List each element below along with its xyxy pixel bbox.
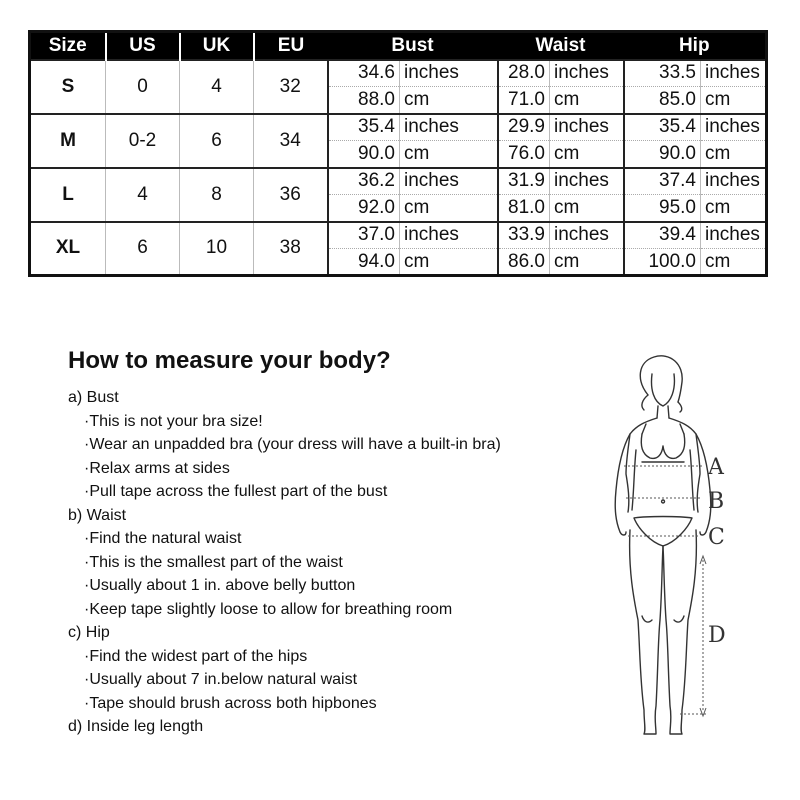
hip-cm-unit: cm <box>701 249 767 276</box>
header-uk: UK <box>180 32 254 60</box>
hip-cm-value: 95.0 <box>624 195 701 222</box>
waist-cm-unit: cm <box>550 195 624 222</box>
label-d: D <box>708 623 726 648</box>
waist-cm-value: 86.0 <box>498 249 550 276</box>
eu-size-cell: 34 <box>254 114 328 168</box>
hip-inches-value: 37.4 <box>624 168 701 195</box>
face-outline <box>651 374 674 406</box>
table-header-row <box>30 32 767 60</box>
instruction-bullet: ·Usually about 7 in.below natural waist <box>84 671 358 688</box>
instruction-bullet: ·Pull tape across the fullest part of the bust <box>84 483 388 500</box>
waist-inches-value: 33.9 <box>498 222 550 249</box>
hip-inches-unit: inches <box>701 60 767 87</box>
eu-size-cell: 32 <box>254 60 328 114</box>
bust-cm-value: 90.0 <box>328 141 400 168</box>
bra-outline <box>641 434 684 458</box>
uk-size-cell: 10 <box>180 222 254 276</box>
instruction-bullet: ·Find the widest part of the hips <box>84 647 308 665</box>
waist-inches-unit: inches <box>550 60 624 87</box>
bust-cm-unit: cm <box>400 195 498 222</box>
hip-inches-value: 33.5 <box>624 60 701 87</box>
instruction-bullet: ·Relax arms at sides <box>84 459 230 477</box>
waist-cm-unit: cm <box>550 87 624 114</box>
instruction-bullet: ·This is the smallest part of the waist <box>84 553 343 571</box>
measure-title: How to measure your body? <box>68 347 391 374</box>
size-chart-table <box>28 30 768 277</box>
instruction-bullet: ·This is not your bra size! <box>84 412 263 430</box>
hip-inches-unit: inches <box>701 222 767 249</box>
table-row <box>30 60 767 87</box>
waist-cm-value: 81.0 <box>498 195 550 222</box>
header-hip: Hip <box>624 32 767 60</box>
size-table-body <box>30 60 767 276</box>
bust-inches-unit: inches <box>400 168 498 195</box>
header-eu: EU <box>254 32 328 60</box>
header-bust: Bust <box>328 32 498 60</box>
table-row <box>30 114 767 141</box>
instruction-bullet: ·Tape should brush across both hipbones <box>84 694 377 712</box>
hip-cm-value: 90.0 <box>624 141 701 168</box>
bust-inches-unit: inches <box>400 222 498 249</box>
left-leg-outline <box>630 530 663 734</box>
size-cell: M <box>30 114 106 168</box>
hip-inches-unit: inches <box>701 168 767 195</box>
hip-inches-value: 39.4 <box>624 222 701 249</box>
waist-cm-unit: cm <box>550 249 624 276</box>
waist-inches-value: 31.9 <box>498 168 550 195</box>
table-row <box>30 168 767 195</box>
waist-inches-value: 28.0 <box>498 60 550 87</box>
bust-inches-value: 36.2 <box>328 168 400 195</box>
waist-cm-unit: cm <box>550 141 624 168</box>
hip-inches-unit: inches <box>701 114 767 141</box>
bust-inches-unit: inches <box>400 114 498 141</box>
instruction-heading: a) Bust <box>68 389 119 406</box>
bust-cm-unit: cm <box>400 87 498 114</box>
waist-inches-unit: inches <box>550 222 624 249</box>
us-size-cell: 6 <box>106 222 180 276</box>
bust-cm-unit: cm <box>400 249 498 276</box>
instruction-heading: d) Inside leg length <box>68 718 204 735</box>
hip-inches-value: 35.4 <box>624 114 701 141</box>
instruction-bullet: ·Wear an unpadded bra (your dress will have a built-in bra) <box>84 436 501 453</box>
label-a: A <box>708 455 724 480</box>
bust-inches-unit: inches <box>400 60 498 87</box>
eu-size-cell: 36 <box>254 168 328 222</box>
hip-cm-unit: cm <box>701 87 767 114</box>
measure-instructions <box>68 386 501 739</box>
hip-cm-value: 85.0 <box>624 87 701 114</box>
bust-cm-value: 88.0 <box>328 87 400 114</box>
instruction-heading: b) Waist <box>68 506 127 524</box>
body-measurement-figure <box>590 350 740 745</box>
underwear-outline <box>634 517 692 547</box>
size-cell: XL <box>30 222 106 276</box>
waist-inches-value: 29.9 <box>498 114 550 141</box>
table-row <box>30 222 767 249</box>
bust-inches-value: 34.6 <box>328 60 400 87</box>
size-cell: L <box>30 168 106 222</box>
uk-size-cell: 6 <box>180 114 254 168</box>
bust-cm-unit: cm <box>400 141 498 168</box>
label-c: C <box>708 525 725 550</box>
bust-inches-value: 37.0 <box>328 222 400 249</box>
hip-cm-value: 100.0 <box>624 249 701 276</box>
us-size-cell: 0-2 <box>106 114 180 168</box>
instruction-bullet: ·Usually about 1 in. above belly button <box>84 577 356 594</box>
bust-inches-value: 35.4 <box>328 114 400 141</box>
eu-size-cell: 38 <box>254 222 328 276</box>
hair-outline <box>640 356 682 402</box>
hip-cm-unit: cm <box>701 195 767 222</box>
us-size-cell: 4 <box>106 168 180 222</box>
uk-size-cell: 8 <box>180 168 254 222</box>
bust-cm-value: 92.0 <box>328 195 400 222</box>
header-waist: Waist <box>498 32 624 60</box>
us-size-cell: 0 <box>106 60 180 114</box>
waist-cm-value: 76.0 <box>498 141 550 168</box>
header-us: US <box>106 32 180 60</box>
size-cell: S <box>30 60 106 114</box>
header-size: Size <box>30 32 106 60</box>
right-leg-outline <box>663 530 696 734</box>
waist-inches-unit: inches <box>550 168 624 195</box>
waist-cm-value: 71.0 <box>498 87 550 114</box>
uk-size-cell: 4 <box>180 60 254 114</box>
instruction-heading: c) Hip <box>68 624 110 641</box>
hip-cm-unit: cm <box>701 141 767 168</box>
waist-inches-unit: inches <box>550 114 624 141</box>
bust-cm-value: 94.0 <box>328 249 400 276</box>
instruction-bullet: ·Keep tape slightly loose to allow for breathing room <box>84 600 453 618</box>
instruction-bullet: ·Find the natural waist <box>84 530 242 547</box>
label-b: B <box>708 489 725 514</box>
